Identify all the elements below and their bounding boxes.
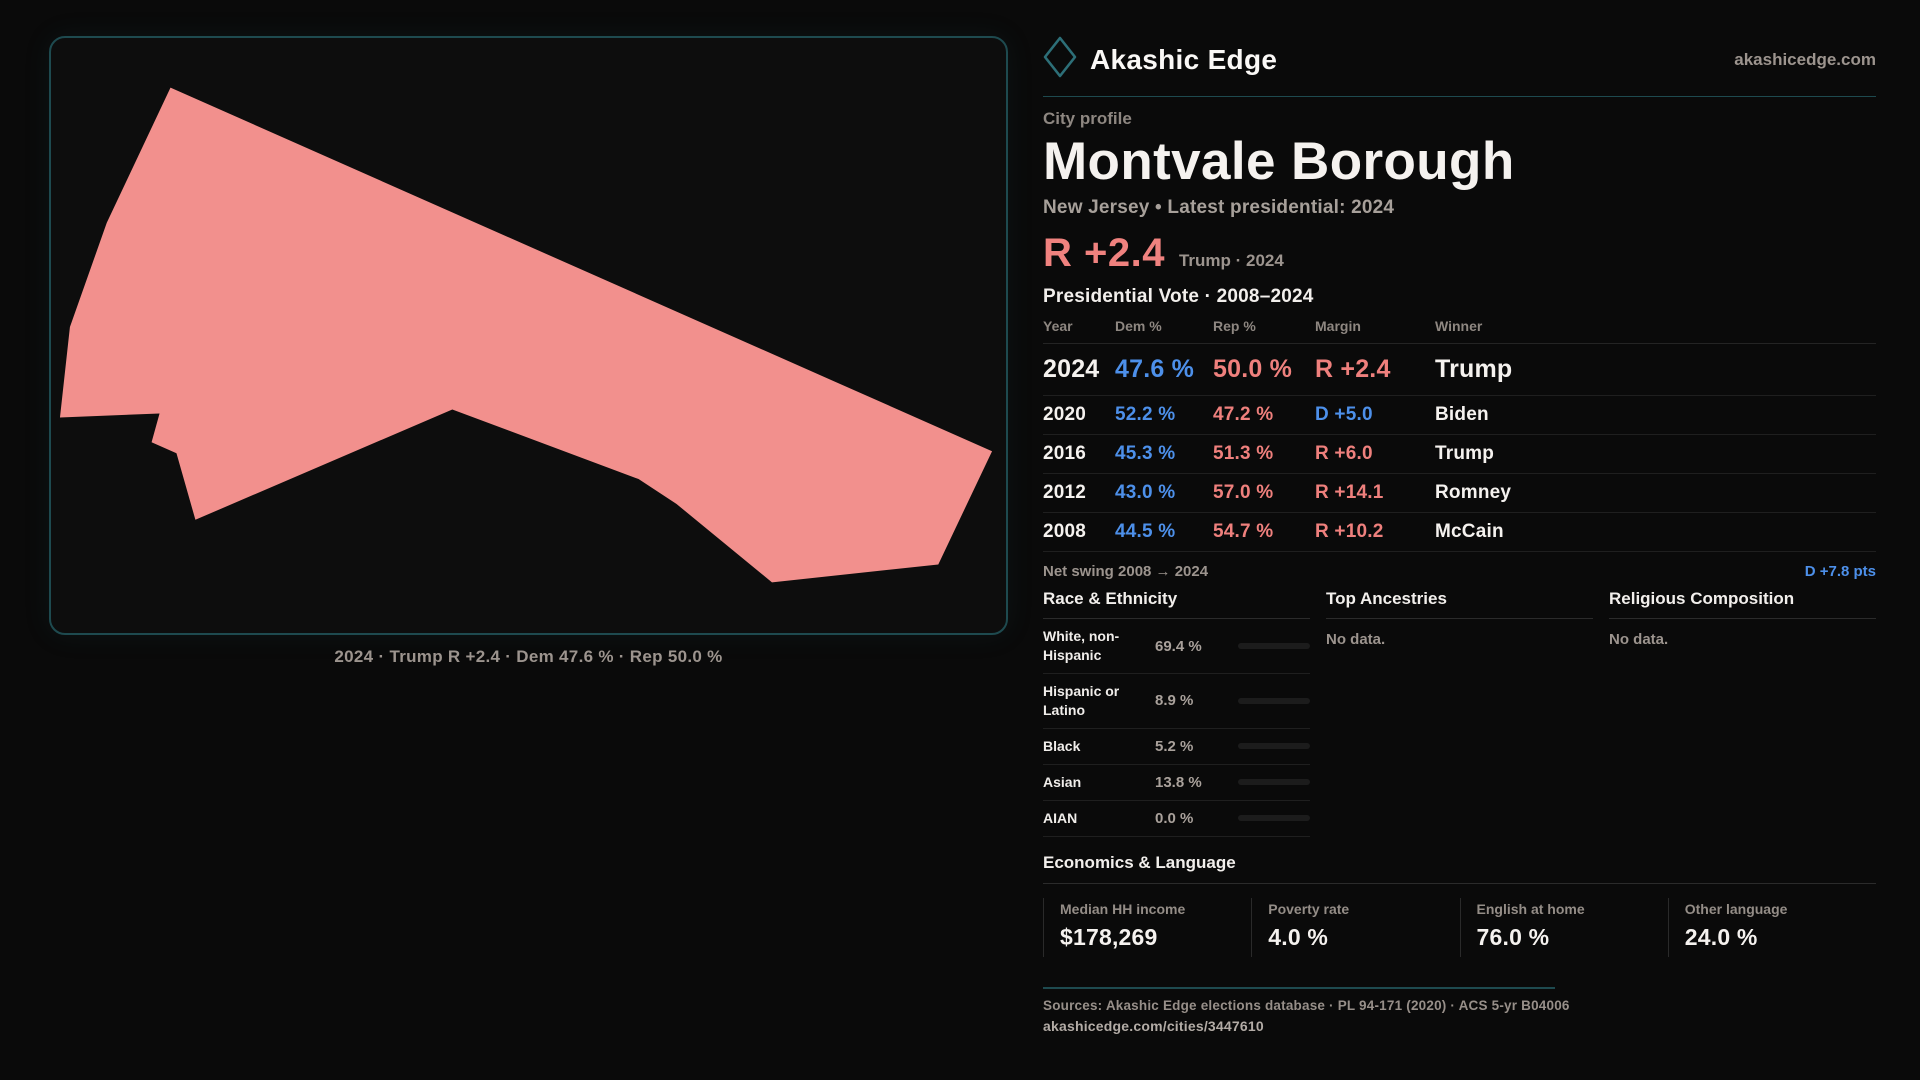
vote-section-title: Presidential Vote · 2008–2024 (1043, 286, 1314, 308)
race-bar-track (1238, 743, 1310, 749)
race-bar-track (1238, 643, 1310, 649)
margin-cell: R +10.2 (1315, 521, 1384, 543)
race-value: 0.0 % (1155, 809, 1194, 827)
permalink-url[interactable]: akashicedge.com/cities/3447610 (1043, 1017, 1264, 1034)
table-row (1043, 435, 1876, 474)
religion-empty-state: No data. (1609, 631, 1669, 649)
stat-cell (1460, 898, 1668, 957)
rep-cell: 47.2 % (1213, 404, 1274, 426)
site-url-link[interactable]: akashicedge.com (1734, 49, 1876, 69)
stat-label: English at home (1476, 900, 1585, 917)
race-bar-track (1238, 815, 1310, 821)
race-label: Asian (1043, 773, 1082, 790)
list-item (1043, 619, 1310, 674)
headline-margin-value: R +2.4 (1043, 231, 1165, 276)
list-item (1043, 801, 1310, 837)
margin-cell: D +5.0 (1315, 404, 1373, 426)
race-bar-track (1238, 698, 1310, 704)
dem-cell: 43.0 % (1115, 482, 1176, 504)
sources-footer (1043, 987, 1876, 1034)
col-winner: Winner (1435, 318, 1483, 335)
site-header (1043, 36, 1876, 83)
winner-cell: Biden (1435, 404, 1489, 426)
stat-value: 24.0 % (1684, 923, 1758, 950)
stat-cell (1668, 898, 1876, 957)
table-row (1043, 474, 1876, 513)
dem-cell: 45.3 % (1115, 443, 1176, 465)
headline-context: Trump · 2024 (1178, 251, 1284, 271)
header-divider (1043, 96, 1876, 97)
race-ethnicity-column (1043, 589, 1310, 836)
profile-panel (1043, 36, 1876, 1034)
city-map (51, 38, 1006, 633)
ancestries-column (1326, 589, 1593, 836)
stat-value: 4.0 % (1268, 923, 1329, 950)
footer-divider (1043, 987, 1555, 989)
vote-table-body (1043, 344, 1876, 552)
rep-cell: 57.0 % (1213, 482, 1274, 504)
col-year: Year (1043, 318, 1073, 335)
race-value: 13.8 % (1155, 773, 1202, 791)
stat-value: $178,269 (1060, 923, 1158, 950)
stat-label: Poverty rate (1268, 900, 1350, 917)
table-row (1043, 344, 1876, 396)
sources-text: Sources: Akashic Edge elections database · PL 94-171 (2020) · ACS 5-yr B04006 (1043, 997, 1570, 1013)
headline-stat (1043, 231, 1876, 276)
economics-stats (1043, 898, 1876, 957)
rep-cell: 54.7 % (1213, 521, 1274, 543)
winner-cell: McCain (1435, 521, 1504, 543)
net-swing-label: Net swing 2008 → 2024 (1043, 563, 1209, 581)
list-item (1043, 765, 1310, 801)
stat-cell (1043, 898, 1251, 957)
net-swing-value: D +7.8 pts (1804, 563, 1876, 581)
year-cell: 2020 (1043, 404, 1087, 426)
race-bar-track (1238, 779, 1310, 785)
year-cell: 2016 (1043, 443, 1087, 465)
economics-section-title: Economics & Language (1043, 853, 1876, 884)
brand-diamond-icon (1043, 36, 1077, 83)
religion-column (1609, 589, 1876, 836)
vote-table-header (1043, 318, 1876, 344)
race-value: 8.9 % (1155, 692, 1194, 710)
rep-cell: 50.0 % (1213, 355, 1293, 384)
winner-cell: Romney (1435, 482, 1512, 504)
col-margin: Margin (1315, 318, 1361, 335)
race-section-title: Race & Ethnicity (1043, 589, 1310, 619)
brand-name: Akashic Edge (1090, 43, 1278, 75)
col-dem: Dem % (1115, 318, 1162, 335)
stat-label: Other language (1684, 900, 1788, 917)
year-cell: 2008 (1043, 521, 1087, 543)
table-row (1043, 513, 1876, 552)
city-map-panel (49, 36, 1008, 635)
stat-label: Median HH income (1060, 900, 1186, 917)
winner-cell: Trump (1435, 443, 1495, 465)
race-value: 5.2 % (1155, 737, 1194, 755)
year-cell: 2012 (1043, 482, 1087, 504)
margin-cell: R +2.4 (1315, 355, 1391, 384)
ancestries-section-title: Top Ancestries (1326, 589, 1593, 619)
race-label: Black (1043, 737, 1081, 754)
page-title: Montvale Borough (1043, 132, 1515, 191)
vote-table (1043, 318, 1876, 552)
ancestries-empty-state: No data. (1326, 631, 1386, 649)
religion-section-title: Religious Composition (1609, 589, 1876, 619)
race-label: Hispanic or Latino (1043, 683, 1120, 718)
race-list (1043, 619, 1310, 836)
dem-cell: 47.6 % (1115, 355, 1195, 384)
profile-subtitle: New Jersey • Latest presidential: 2024 (1043, 197, 1395, 219)
list-item (1043, 674, 1310, 729)
race-label: AIAN (1043, 809, 1078, 826)
stat-cell (1251, 898, 1459, 957)
net-swing-row (1043, 552, 1876, 589)
demographics-columns (1043, 589, 1876, 836)
margin-cell: R +14.1 (1315, 482, 1384, 504)
rep-cell: 51.3 % (1213, 443, 1274, 465)
year-cell: 2024 (1043, 355, 1100, 384)
profile-kicker: City profile (1043, 109, 1132, 128)
col-rep: Rep % (1213, 318, 1256, 335)
map-caption: 2024 · Trump R +2.4 · Dem 47.6 % · Rep 50.0 % (334, 647, 723, 666)
city-boundary-polygon (60, 88, 992, 583)
list-item (1043, 729, 1310, 765)
race-label: White, non-Hispanic (1043, 628, 1120, 664)
dem-cell: 44.5 % (1115, 521, 1176, 543)
dem-cell: 52.2 % (1115, 404, 1176, 426)
margin-cell: R +6.0 (1315, 443, 1373, 465)
table-row (1043, 396, 1876, 435)
stat-value: 76.0 % (1476, 923, 1550, 950)
winner-cell: Trump (1435, 355, 1513, 384)
race-value: 69.4 % (1155, 637, 1202, 655)
